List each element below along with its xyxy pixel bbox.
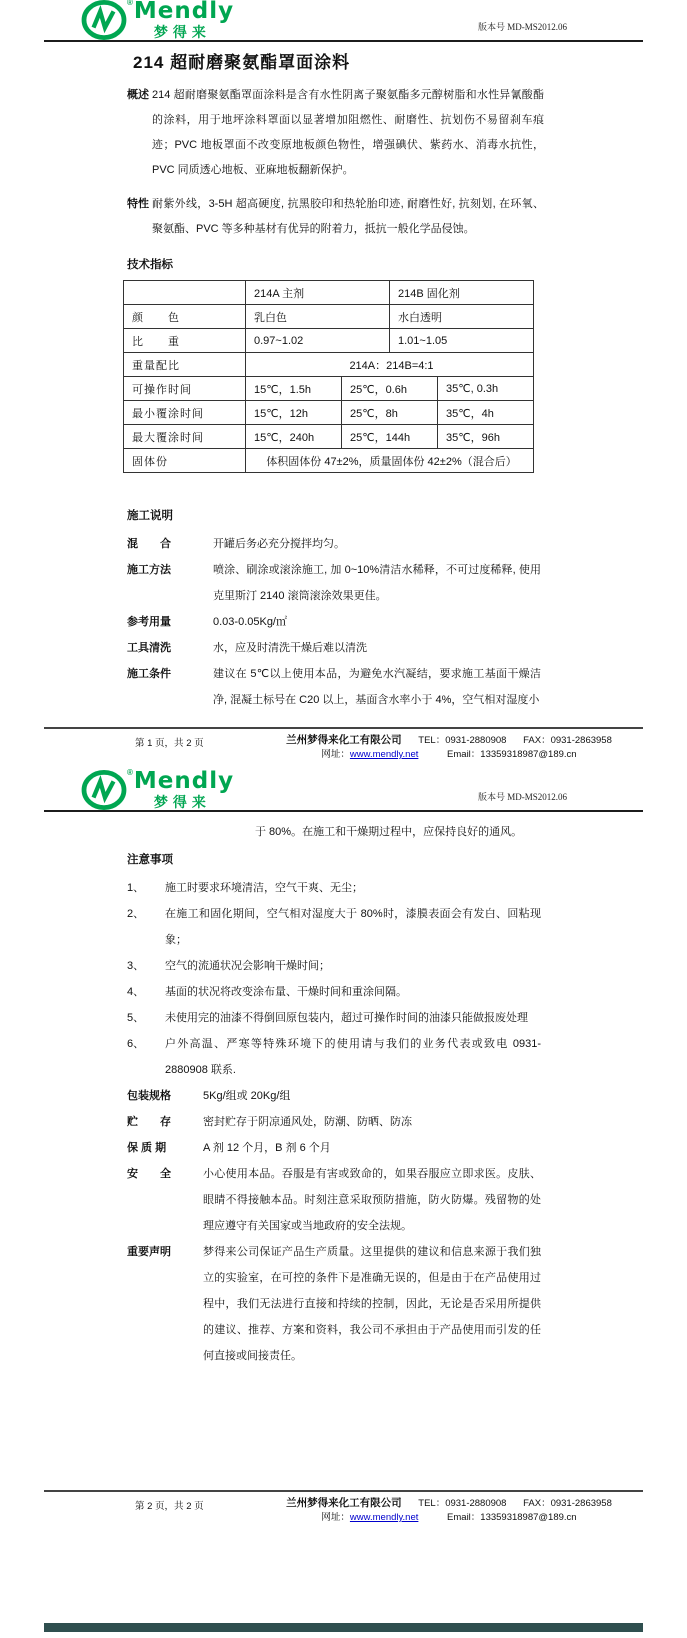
item-text: 密封贮存于阴凉通风处，防潮、防晒、防冻 [203, 1116, 412, 1128]
construction-item [127, 531, 587, 557]
overview-label: 概述 [127, 89, 149, 101]
company-block [255, 733, 643, 762]
table-cell [124, 281, 246, 305]
table-cell: 214A：214B=4:1 [246, 353, 534, 377]
table-cell: 最大覆涂时间 [124, 425, 246, 449]
table-cell: 最小覆涂时间 [124, 401, 246, 425]
table-cell: 可操作时间 [124, 377, 246, 401]
website-link[interactable]: www.mendly.net [349, 749, 419, 760]
item-text: A 剂 12 个月，B 剂 6 个月 [203, 1142, 331, 1154]
item-text: 梦得来公司保证产品生产质量。这里提供的建议和信息来源于我们独立的实验室，在可控的条件下是准确无误的，但是由于在产品使用过程中，我们无法进行直接和持续的控制，因此，无论是否采用所提供的建议、推荐、方案和资料，我公司不承担由于产品使用而引发的任何直接或间接责任。 [203, 1246, 541, 1362]
registered-mark: ® [127, 0, 133, 7]
page-number: 第 1 页，共 2 页 [135, 738, 204, 749]
item-label: 施工方法 [127, 564, 171, 576]
logo-text [134, 770, 234, 809]
tech-spec-table [123, 280, 534, 473]
company-tel: TEL：0931-2880908 [418, 735, 507, 746]
table-cell: 35℃，4h [438, 401, 534, 425]
company-name: 兰州梦得来化工有限公司 [286, 734, 402, 746]
company-fax: FAX：0931-2863958 [523, 1498, 612, 1509]
company-logo [81, 0, 234, 40]
table-cell: 214A 主剂 [246, 281, 390, 305]
logo-brand: Mendly [133, 0, 235, 24]
table-cell: 25℃，0.6h [342, 377, 438, 401]
table-cell: 重量配比 [124, 353, 246, 377]
table-row [124, 305, 534, 329]
item-text: 5Kg/组或 20Kg/组 [203, 1090, 291, 1102]
item-label: 贮 存 [127, 1116, 171, 1128]
item-label: 包装规格 [127, 1090, 171, 1102]
item-text: 水，应及时清洗干燥后难以清洗 [213, 642, 367, 654]
table-row [124, 449, 534, 473]
tech-spec-heading: 技术指标 [127, 259, 173, 271]
mendly-logo-icon [81, 0, 127, 40]
construction-item [127, 557, 587, 609]
page-title: 214 超耐磨聚氨酯罩面涂料 [133, 53, 351, 72]
construction-heading: 施工说明 [127, 510, 173, 522]
company-email: Email：13359318987@189.cn [447, 1512, 577, 1523]
page-2 [0, 770, 687, 1638]
version-label: 版本号 MD-MS2012.06 [477, 22, 567, 32]
page2-content [100, 820, 587, 1369]
info-item [127, 1109, 587, 1135]
table-cell: 固体份 [124, 449, 246, 473]
mendly-logo-icon [81, 770, 127, 810]
notes-heading: 注意事项 [127, 854, 173, 866]
table-cell: 25℃，144h [342, 425, 438, 449]
page-1 [0, 0, 687, 770]
info-item [127, 1135, 587, 1161]
company-tel: TEL：0931-2880908 [418, 1498, 507, 1509]
item-label: 安 全 [127, 1168, 171, 1180]
page1-footer [44, 727, 643, 762]
features-label: 特性 [127, 198, 149, 210]
table-row [124, 401, 534, 425]
note-number: 2、 [127, 908, 145, 920]
table-cell: 35℃, 0.3h [438, 377, 534, 401]
company-email: Email：13359318987@189.cn [447, 749, 577, 760]
table-cell: 15℃，12h [246, 401, 342, 425]
overview-text: 214 超耐磨聚氨酯罩面涂料是含有水性阴离子聚氨酯多元醇树脂和水性异氰酸酯的涂料，用于地坪涂料罩面以显著增加阻燃性、耐磨性、抗划伤不易留刹车痕迹；PVC 地板罩面不改变原地板颜色物性，增强碘伏、紫药水、消毒水抗性，PVC 同质透心地板、亚麻地板翻新保护。 [152, 89, 544, 176]
table-row [124, 353, 534, 377]
table-row [124, 425, 534, 449]
overview-section [127, 83, 587, 183]
table-row [124, 377, 534, 401]
features-section [127, 192, 587, 242]
item-label: 参考用量 [127, 616, 171, 628]
table-cell: 乳白色 [246, 305, 390, 329]
construction-item [127, 609, 587, 635]
note-text: 未使用完的油漆不得倒回原包装内，超过可操作时间的油漆只能做报废处理 [165, 1012, 528, 1024]
bottom-bar [44, 1623, 643, 1632]
info-item [127, 1083, 587, 1109]
item-text: 建议在 5℃以上使用本品，为避免水汽凝结，要求施工基面干燥洁净, 混凝土标号在 C20 以上，基面含水率小于 4%，空气相对湿度小 [213, 668, 541, 706]
page2-footer [44, 1490, 643, 1525]
logo-text [134, 0, 234, 39]
company-line1 [255, 1496, 643, 1511]
info-item [127, 1161, 587, 1239]
table-row [124, 281, 534, 305]
table-cell: 水白透明 [390, 305, 534, 329]
note-text: 户外高温、严寒等特殊环境下的使用请与我们的业务代表或致电 0931-2880908 联系. [165, 1038, 541, 1076]
item-text: 0.03-0.05Kg/㎡ [213, 616, 287, 628]
website-link[interactable]: www.mendly.net [349, 1512, 419, 1523]
page1-header [44, 0, 643, 42]
note-number: 5、 [127, 1012, 145, 1024]
page-number: 第 2 页，共 2 页 [135, 1501, 204, 1512]
table-cell: 35℃，96h [438, 425, 534, 449]
company-fax: FAX：0931-2863958 [523, 735, 612, 746]
version-label: 版本号 MD-MS2012.06 [477, 792, 567, 802]
note-text: 在施工和固化期间，空气相对湿度大于 80%时，漆膜表面会有发白、回粘现象； [165, 908, 541, 946]
item-label: 混 合 [127, 538, 171, 550]
company-block [255, 1496, 643, 1525]
construction-item [127, 635, 587, 661]
note-text: 基面的状况将改变涂布量、干燥时间和重涂间隔。 [165, 986, 407, 998]
company-line2 [255, 748, 643, 762]
item-label: 工具清洗 [127, 642, 171, 654]
note-number: 4、 [127, 986, 145, 998]
logo-brand-cn: 梦得来 [153, 794, 211, 810]
note-number: 6、 [127, 1038, 145, 1050]
note-item [127, 1005, 587, 1031]
page1-content [100, 48, 587, 713]
item-label: 保 质 期 [127, 1142, 167, 1154]
features-text: 耐紫外线，3-5H 超高硬度, 抗黑胶印和热轮胎印迹, 耐磨性好, 抗刻划, 在环氧、聚氨酯、PVC 等多种基材有优异的附着力，抵抗一般化学品侵蚀。 [152, 198, 544, 235]
logo-brand: Mendly [133, 768, 235, 794]
note-item [127, 953, 587, 979]
note-number: 1、 [127, 882, 145, 894]
item-text: 开罐后务必充分搅拌均匀。 [213, 538, 345, 550]
table-cell: 0.97~1.02 [246, 329, 390, 353]
table-cell: 15℃，240h [246, 425, 342, 449]
note-number: 3、 [127, 960, 145, 972]
note-text: 空气的流通状况会影响干燥时间； [165, 960, 330, 972]
note-text: 施工时要求环境清洁，空气干爽、无尘； [165, 882, 363, 894]
item-label: 施工条件 [127, 668, 171, 680]
company-logo [81, 770, 234, 810]
table-cell: 15℃，1.5h [246, 377, 342, 401]
table-cell: 体积固体份 47±2%，质量固体份 42±2%（混合后） [246, 449, 534, 473]
table-cell: 1.01~1.05 [390, 329, 534, 353]
page2-header [44, 770, 643, 812]
note-item [127, 901, 587, 953]
logo-brand-cn: 梦得来 [153, 24, 211, 40]
construction-item [127, 661, 587, 713]
company-line2 [255, 1511, 643, 1525]
note-item [127, 1031, 587, 1083]
table-cell: 颜 色 [124, 305, 246, 329]
company-name: 兰州梦得来化工有限公司 [286, 1497, 402, 1509]
item-text: 喷涂、刷涂或滚涂施工, 加 0~10%清洁水稀释，不可过度稀释, 使用克里斯汀 2140 滚筒滚涂效果更佳。 [213, 564, 541, 602]
company-line1 [255, 733, 643, 748]
table-cell: 214B 固化剂 [390, 281, 534, 305]
note-item [127, 875, 587, 901]
continuation-text: 于 80%。在施工和干燥期过程中，应保持良好的通风。 [255, 826, 523, 838]
table-row [124, 329, 534, 353]
item-text: 小心使用本品。吞服是有害或致命的，如果吞服应立即求医。皮肤、眼睛不得接触本品。时刻注意采取预防措施，防火防爆。残留物的处理应遵守有关国家或当地政府的安全法规。 [203, 1168, 541, 1232]
registered-mark: ® [127, 768, 133, 777]
website-label: 网址： [321, 1512, 350, 1523]
website-label: 网址： [321, 749, 350, 760]
table-cell: 比 重 [124, 329, 246, 353]
table-cell: 25℃，8h [342, 401, 438, 425]
note-item [127, 979, 587, 1005]
info-item [127, 1239, 587, 1369]
item-label: 重要声明 [127, 1246, 171, 1258]
